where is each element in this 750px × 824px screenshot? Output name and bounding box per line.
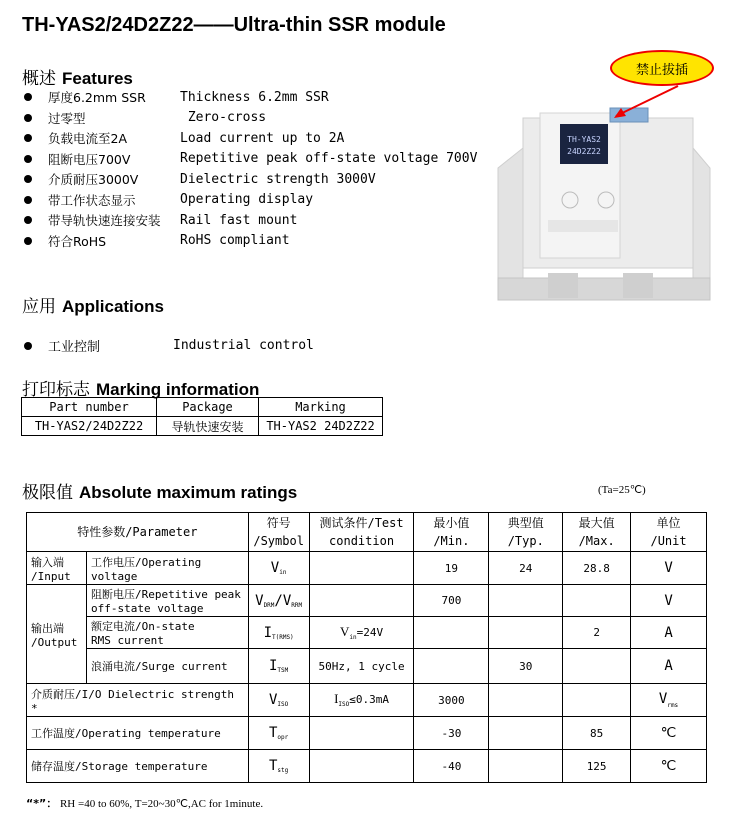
- cond-sub: ISO: [338, 701, 350, 709]
- list-item: [22, 231, 477, 252]
- header-condition: [309, 513, 414, 552]
- feature-cn: 负载电流至2A: [48, 131, 128, 147]
- bullet-icon: [24, 237, 32, 245]
- symbol-sep: /: [274, 592, 283, 609]
- max-cell: [563, 684, 631, 717]
- bullet-icon: [24, 134, 32, 142]
- cond-value: ≤0.3mA: [349, 693, 390, 707]
- list-item: [22, 210, 477, 231]
- symbol-cell: [248, 617, 309, 649]
- list-item: [22, 190, 477, 211]
- feature-cn: 过零型: [48, 110, 86, 126]
- callout-badge: 禁止拔插: [610, 50, 714, 86]
- param-line-2: off-state voltage: [90, 602, 204, 615]
- param-dielectric: 介质耐压/I/O Dielectric strength *: [27, 684, 249, 717]
- footnote-mark: “*”：: [26, 797, 58, 810]
- param-line-2: RMS current: [90, 634, 164, 647]
- group-output: [27, 585, 87, 684]
- table-row: [27, 717, 707, 750]
- header-unit-1: 单位: [656, 516, 681, 530]
- param-line-1: 工作电压/Operating: [90, 555, 202, 569]
- typ-cell: 30: [489, 649, 563, 684]
- min-cell: 3000: [414, 684, 489, 717]
- header-symbol-1: 符号: [266, 516, 291, 530]
- feature-cn: 厚度6.2mm SSR: [48, 90, 146, 106]
- header-symbol-2: /Symbol: [253, 534, 304, 548]
- param-surge: 浪涌电流/Surge current: [86, 649, 248, 684]
- bullet-icon: [24, 342, 32, 350]
- marking-heading-cn: 打印标志: [22, 380, 90, 400]
- symbol-sub: DRM: [263, 601, 275, 609]
- max-cell: [563, 649, 631, 684]
- applications-heading: [22, 292, 164, 317]
- unit-cell: ℃: [631, 717, 707, 750]
- max-cell: 2: [563, 617, 631, 649]
- header-part-number: Part number: [22, 398, 157, 417]
- group-input-1: 输入端: [31, 555, 64, 569]
- header-condition-2: condition: [329, 534, 395, 548]
- ratings-heading-cn: 极限值: [22, 483, 73, 503]
- cond-cell: [309, 684, 414, 717]
- typ-cell: [489, 684, 563, 717]
- bullet-icon: [24, 93, 32, 101]
- cond-symbol: V: [339, 623, 350, 639]
- param-storage-temp: 储存温度/Storage temperature: [27, 750, 249, 783]
- unit-sub: rms: [667, 701, 679, 709]
- symbol-main: V: [270, 560, 280, 576]
- page-title: TH-YAS2/24D2Z22——Ultra-thin SSR module: [22, 14, 446, 36]
- marking-heading-en: Marking information: [96, 380, 260, 399]
- param-line-1: 额定电流/On-state: [90, 620, 195, 633]
- symbol-main: V: [255, 592, 264, 609]
- feature-en: Zero-cross: [180, 110, 267, 126]
- list-item: [22, 108, 477, 129]
- ratings-heading: [22, 478, 297, 503]
- max-cell: 85: [563, 717, 631, 750]
- ratings-heading-en: Absolute maximum ratings: [79, 483, 298, 502]
- cond-sub: in: [349, 634, 357, 642]
- header-max: [563, 513, 631, 552]
- header-parameter: 特性参数/Parameter: [27, 513, 249, 552]
- header-max-1: 最大值: [578, 516, 615, 530]
- header-typ-2: /Typ.: [507, 534, 544, 548]
- table-row: [27, 750, 707, 783]
- list-item: [22, 336, 314, 355]
- header-min: [414, 513, 489, 552]
- unit-cell: V: [631, 585, 707, 617]
- application-en: Industrial control: [173, 338, 314, 353]
- table-row: [27, 684, 707, 717]
- cond-cell: 50Hz, 1 cycle: [309, 649, 414, 684]
- table-row: [27, 649, 707, 684]
- header-package: Package: [157, 398, 259, 417]
- feature-cn: 带导轨快速连接安装: [48, 213, 161, 229]
- feature-cn: 阻断电压700V: [48, 151, 131, 167]
- symbol-cell: [248, 717, 309, 750]
- min-cell: [414, 649, 489, 684]
- table-row: [27, 552, 707, 585]
- unit-cell: A: [631, 649, 707, 684]
- header-unit: [631, 513, 707, 552]
- feature-en: Dielectric strength 3000V: [180, 171, 376, 187]
- bullet-icon: [24, 114, 32, 122]
- header-min-1: 最小值: [433, 516, 470, 530]
- unit-cell: [631, 684, 707, 717]
- table-row: [27, 585, 707, 617]
- ta-note: (Ta=25℃): [598, 484, 646, 496]
- features-heading-en: Features: [62, 69, 133, 88]
- typ-cell: [489, 617, 563, 649]
- symbol-cell: [248, 750, 309, 783]
- feature-en: Rail fast mount: [180, 212, 298, 228]
- min-cell: 700: [414, 585, 489, 617]
- cond-cell: [309, 750, 414, 783]
- application-cn: 工业控制: [48, 340, 101, 355]
- cond-cell: [309, 617, 414, 649]
- unit-cell: V: [631, 552, 707, 585]
- symbol-sub: opr: [277, 734, 289, 741]
- min-cell: [414, 617, 489, 649]
- header-condition-1: 测试条件/Test: [319, 516, 404, 530]
- symbol-cell: [248, 684, 309, 717]
- symbol-main: V: [268, 692, 278, 708]
- feature-cn: 带工作状态显示: [48, 192, 136, 208]
- param-op-voltage: [86, 552, 248, 585]
- header-symbol: [248, 513, 309, 552]
- typ-cell: [489, 717, 563, 750]
- symbol-cell: [248, 649, 309, 684]
- feature-en: RoHS compliant: [180, 233, 290, 249]
- min-cell: 19: [414, 552, 489, 585]
- symbol-sub: TSM: [277, 667, 289, 674]
- bullet-icon: [24, 216, 32, 224]
- list-item: [22, 149, 477, 170]
- symbol-main: I: [263, 624, 272, 641]
- typ-cell: 24: [489, 552, 563, 585]
- features-heading: [22, 64, 133, 89]
- max-cell: 28.8: [563, 552, 631, 585]
- group-input-2: /Input: [31, 569, 71, 583]
- feature-en: Load current up to 2A: [180, 130, 345, 146]
- max-cell: [563, 585, 631, 617]
- symbol-sub: stg: [277, 767, 289, 774]
- unit-cell: A: [631, 617, 707, 649]
- symbol-sub: in: [279, 569, 287, 576]
- feature-en: Thickness 6.2mm SSR: [180, 89, 329, 105]
- param-line-2: voltage: [90, 569, 138, 583]
- footnote-text: RH =40 to 60%, T=20~30℃,AC for 1minute.: [57, 798, 264, 810]
- symbol-sub: ISO: [277, 701, 289, 708]
- cell-part-number: TH-YAS2/24D2Z22: [22, 417, 157, 436]
- param-line-1: 阻断电压/Repetitive peak: [90, 588, 241, 601]
- param-rep-peak: [86, 585, 248, 617]
- feature-cn: 介质耐压3000V: [48, 172, 139, 188]
- table-row: [22, 398, 383, 417]
- symbol-main: T: [268, 758, 278, 774]
- header-max-2: /Max.: [578, 534, 615, 548]
- list-item: [22, 87, 477, 108]
- typ-cell: [489, 585, 563, 617]
- bullet-icon: [24, 175, 32, 183]
- cond-cell: [309, 552, 414, 585]
- param-op-temp: 工作温度/Operating temperature: [27, 717, 249, 750]
- min-cell: -30: [414, 717, 489, 750]
- features-heading-cn: 概述: [22, 69, 56, 89]
- list-item: [22, 128, 477, 149]
- symbol-main: I: [268, 658, 278, 674]
- symbol-main: T: [268, 725, 278, 741]
- cond-cell: [309, 717, 414, 750]
- symbol-cell: [248, 585, 309, 617]
- footnote: [26, 795, 263, 811]
- max-cell: 125: [563, 750, 631, 783]
- cell-package: 导轨快速安装: [157, 417, 259, 436]
- param-on-state: [86, 617, 248, 649]
- applications-heading-cn: 应用: [22, 297, 56, 317]
- group-input: [27, 552, 87, 585]
- features-list: [22, 87, 477, 251]
- group-output-1: 输出端: [31, 621, 64, 635]
- ratings-table: [26, 512, 707, 783]
- list-item: [22, 169, 477, 190]
- group-output-2: /Output: [31, 635, 78, 649]
- header-marking: Marking: [259, 398, 383, 417]
- cond-value: =24V: [356, 625, 384, 639]
- unit-cell: ℃: [631, 750, 707, 783]
- header-typ-1: 典型值: [507, 516, 544, 530]
- symbol-main: V: [282, 592, 292, 609]
- marking-table: [21, 397, 383, 436]
- typ-cell: [489, 750, 563, 783]
- product-label-line2: 24D2Z22: [567, 147, 601, 156]
- product-image: [488, 48, 718, 303]
- cond-symbol: I: [334, 691, 339, 707]
- symbol-cell: [248, 552, 309, 585]
- table-row: [27, 513, 707, 552]
- header-typ: [489, 513, 563, 552]
- table-row: [22, 417, 383, 436]
- bullet-icon: [24, 155, 32, 163]
- symbol-sub: RRM: [291, 601, 303, 609]
- header-min-2: /Min.: [433, 534, 470, 548]
- table-row: [27, 617, 707, 649]
- cell-marking: TH-YAS2 24D2Z22: [259, 417, 383, 436]
- header-unit-2: /Unit: [650, 534, 687, 548]
- cond-cell: [309, 585, 414, 617]
- applications-heading-en: Applications: [62, 297, 165, 316]
- feature-cn: 符合RoHS: [48, 233, 107, 249]
- feature-en: Repetitive peak off-state voltage 700V: [180, 151, 478, 167]
- product-label-line1: TH-YAS2: [567, 135, 601, 144]
- bullet-icon: [24, 196, 32, 204]
- symbol-sub: T(RMS): [272, 633, 294, 641]
- feature-en: Operating display: [180, 192, 314, 208]
- min-cell: -40: [414, 750, 489, 783]
- unit-main: V: [658, 691, 668, 708]
